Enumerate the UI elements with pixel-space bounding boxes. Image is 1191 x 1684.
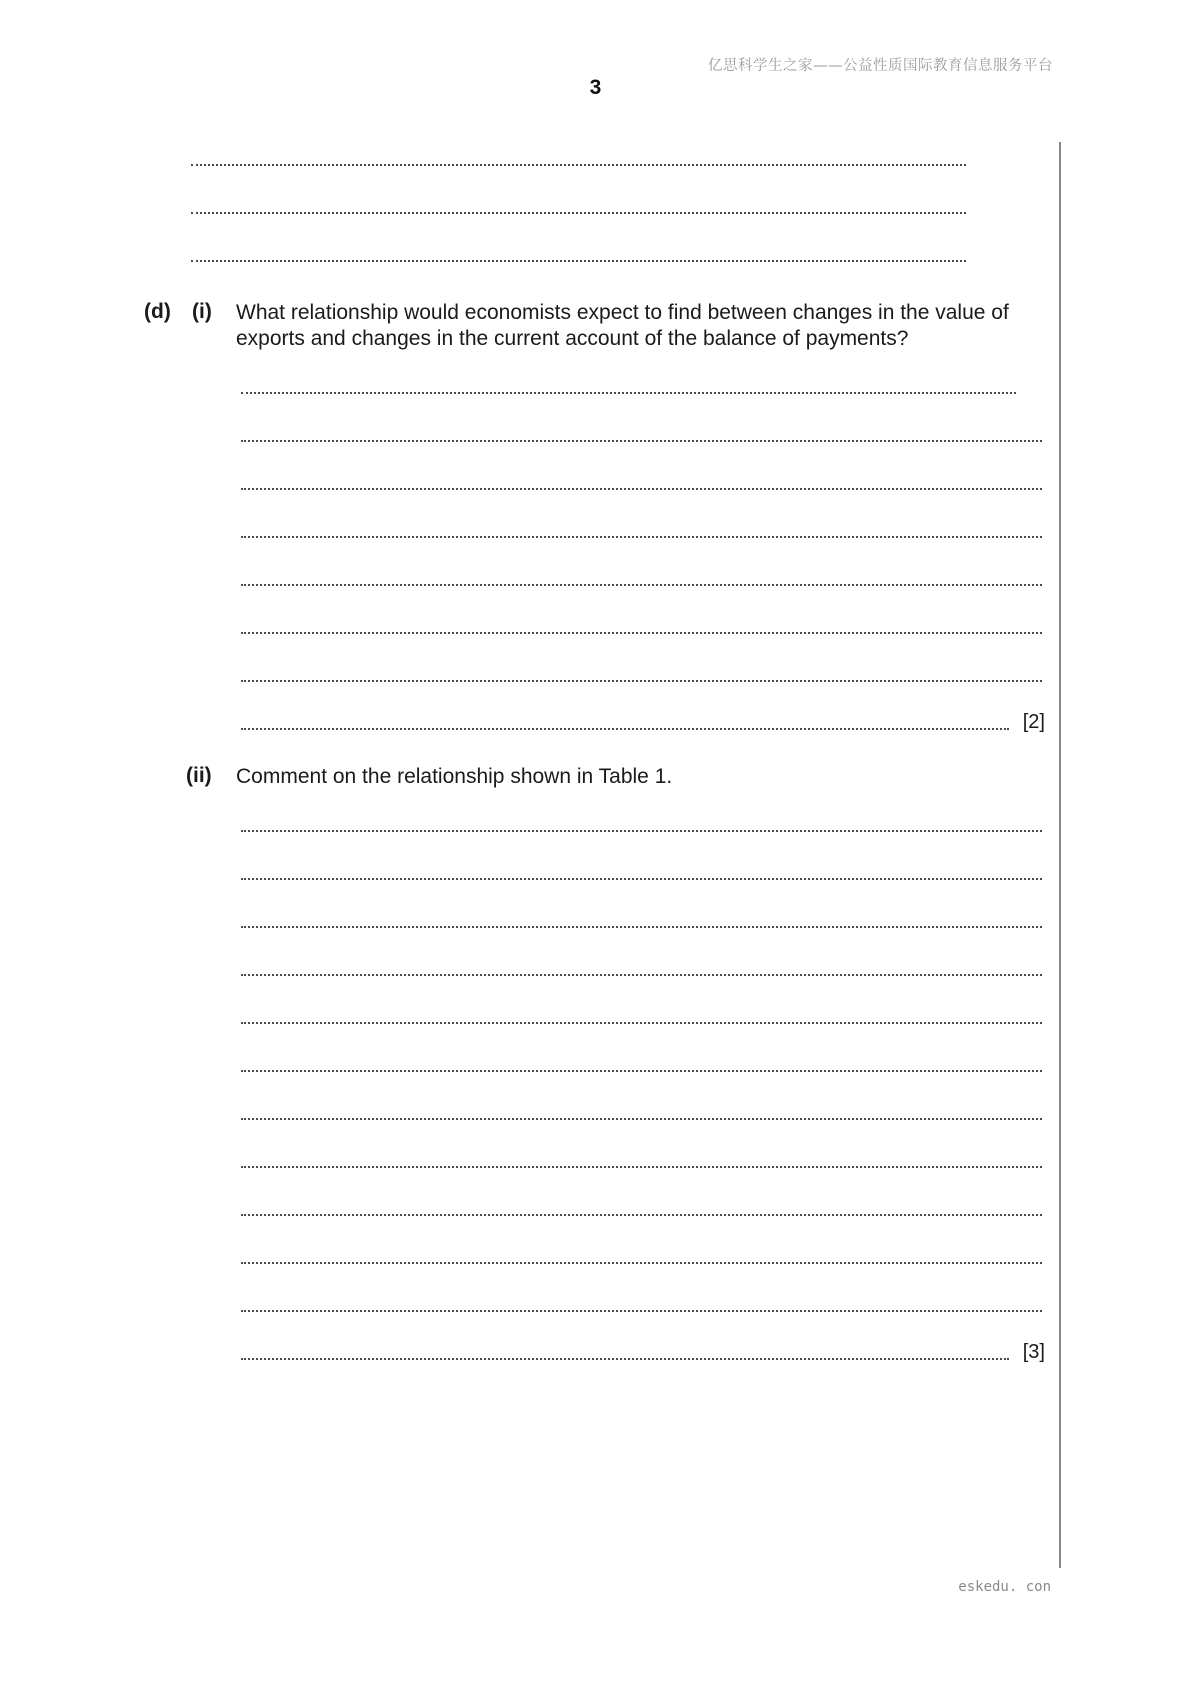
footer-watermark: eskedu. con [958,1579,1051,1595]
answer-line-d-ii-11[interactable] [241,1294,1042,1316]
answer-line-d-i-2[interactable] [241,424,1042,446]
sub-i-label: (i) [192,300,212,323]
answer-line-d-i-6[interactable] [241,616,1042,638]
marks-d-ii: [3] [1019,1341,1045,1364]
margin-rule [1059,142,1061,1568]
answer-line-d-ii-1[interactable] [241,814,1042,836]
answer-line-d-i-7[interactable] [241,664,1042,686]
answer-line-prev-2[interactable] [191,196,966,218]
answer-line-prev-3[interactable] [191,244,966,266]
answer-line-d-ii-12[interactable] [241,1342,1045,1364]
header-watermark: 亿思科学生之家——公益性质国际教育信息服务平台 [708,58,1053,74]
marks-d-i: [2] [1019,711,1045,734]
answer-line-d-i-3[interactable] [241,472,1042,494]
answer-line-d-i-4[interactable] [241,520,1042,542]
answer-line-d-ii-7[interactable] [241,1102,1042,1124]
answer-line-d-ii-8[interactable] [241,1150,1042,1172]
answer-line-d-ii-10[interactable] [241,1246,1042,1268]
sub-ii-label: (ii) [186,764,212,787]
answer-line-d-i-5[interactable] [241,568,1042,590]
answer-line-d-ii-6[interactable] [241,1054,1042,1076]
page-number: 3 [589,76,602,99]
answer-line-d-ii-2[interactable] [241,862,1042,884]
question-d-i-text: What relationship would economists expect to find between changes in the value of exports and changes in the current account of the balance of payments? [236,301,1009,350]
answer-line-d-ii-4[interactable] [241,958,1042,980]
answer-line-d-i-1[interactable] [241,376,1016,398]
answer-line-d-i-8[interactable] [241,712,1045,734]
answer-line-d-ii-5[interactable] [241,1006,1042,1028]
part-d-label: (d) [144,300,171,323]
answer-line-d-ii-9[interactable] [241,1198,1042,1220]
question-d-ii-text: Comment on the relationship shown in Table 1. [236,765,673,788]
answer-line-prev-1[interactable] [191,148,966,170]
answer-line-d-ii-3[interactable] [241,910,1042,932]
